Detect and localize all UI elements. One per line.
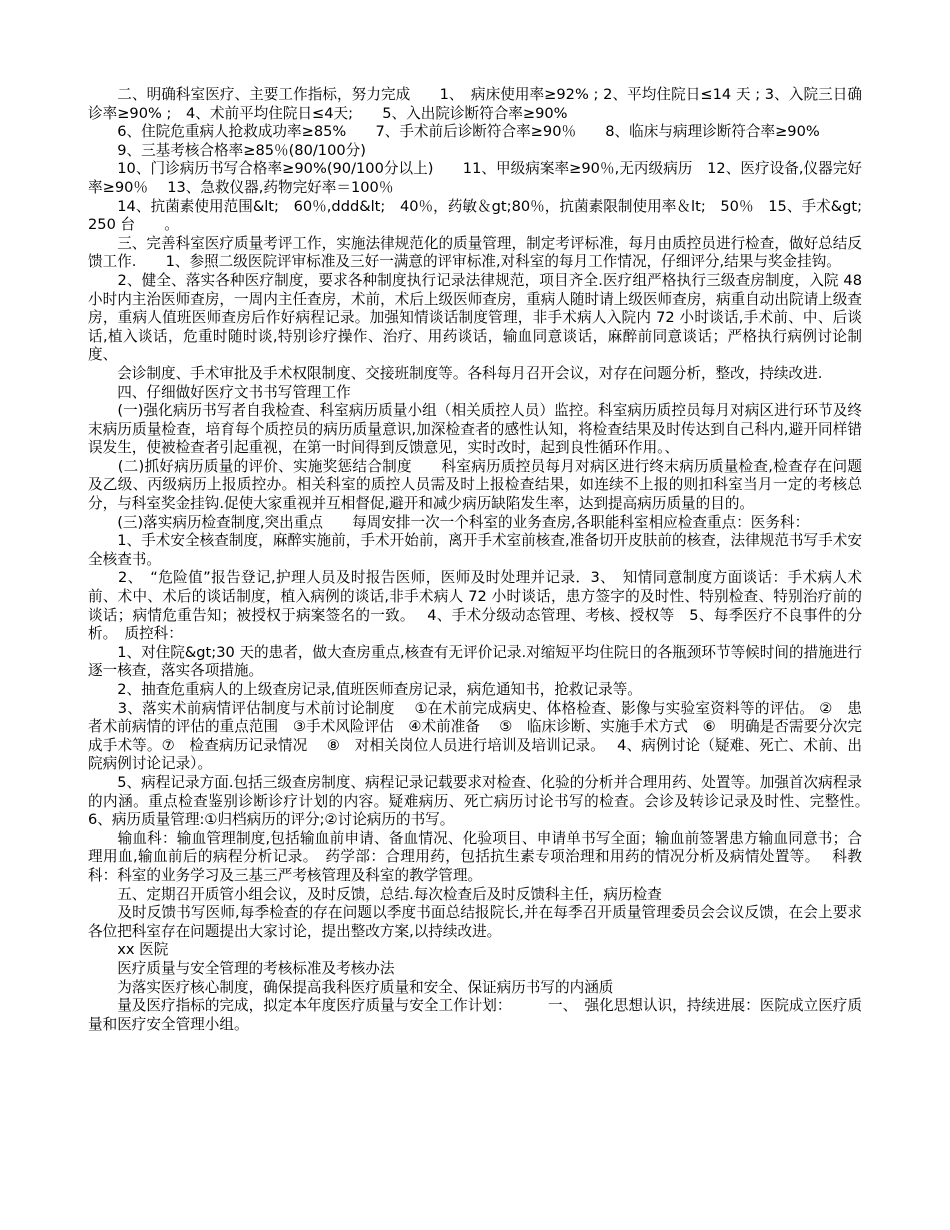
- paragraph: (三)落实病历检查制度,突出重点 每周安排一次一个科室的业务查房,各职能科室相应检查重点：医务科：: [88, 513, 810, 531]
- paragraph: 5、病程记录方面.包括三级查房制度、病程记录记载要求对检查、化验的分析并合理用药、处置等。加强首次病程录的内涵。重点检查鉴别诊断诊疗计划的内容。疑难病历、死亡病历讨论书写的检查。会诊及转诊记录及时性、完整性。 6、病历质量管理:①归档病历的评分;②讨论病历的书写。: [88, 773, 892, 829]
- paragraph: 五、定期召开质管小组会议，及时反馈，总结.每次检查后及时反馈科主任，病历检查: [88, 885, 662, 903]
- paragraph: (二)抓好病历质量的评价、实施奖惩结合制度 科室病历质控员每月对病区进行终末病历质量检查,检查存在问题及乙级、丙级病历上报质控办。相关科室的质控人员需及时上报检查结果，如连续不上报的则扣科室当月一定的考核总分，与科室奖金挂钩.促使大家重视并互相督促,避开和减少病历缺陷发生率，达到提高病历质量的目的。: [88, 457, 862, 513]
- paragraph: 为落实医疗核心制度，确保提高我科医疗质量和安全、保证病历书写的内涵质: [88, 978, 614, 996]
- section-heading: 四、仔细做好医疗文书书写管理工作: [88, 383, 351, 401]
- paragraph: 三、完善科室医疗质量考评工作，实施法律规范化的质量管理，制定考评标准，每月由质控员进行检查，做好总结反馈工作. 1、参照二级医院评审标准及三好一满意的评审标准,对科室的每月工作情况，仔细评分,结果与奖金挂钩。: [88, 234, 862, 271]
- paragraph: 6、住院危重病人抢救成功率≥85% 7、手术前后诊断符合率≥90％ 8、临床与病理诊断符合率≥90%: [88, 123, 820, 141]
- paragraph: 二、明确科室医疗、主要工作指标，努力完成 1、 病床使用率≥92% ; 2、平均住院日≤14 天 ; 3、入院三日确诊率≥90% ; 4、术前平均住院日≤4天; 5、入出院诊断符合率≥90%: [88, 86, 862, 122]
- paragraph: 9、三基考核合格率≥85％(80/100分): [88, 141, 366, 159]
- paragraph: 2、健全、落实各种医疗制度，要求各种制度执行记录法律规范，项目齐全.医疗组严格执行三级查房制度，入院 48 小时内主治医师查房，一周内主任查房，术前，术后上级医师查房，重病人随时请上级医师查房，病重自动出院请上级查房，重病人值班医师查房后作好病程记录。加强知情谈话制度管理，非手术病人入院内 72 小时谈话,手术前、中、后谈话,植入谈话，危重时随时谈,特别诊疗操作、治疗、用药谈话，输血同意谈话，麻醉前同意谈话；严格执行病例讨论制度、: [88, 271, 867, 364]
- paragraph: (一)强化病历书写者自我检查、科室病历质量小组（相关质控人员）监控。科室病历质控员每月对病区进行环节及终末病历质量检查，培育每个质控员的病历质量意识,加深检查者的感性认知，将检查结果及时传达到自己科内,避开同样错误发生，使被检查者引起重视，在第一时间得到反馈意见，实时改时，起到良性循环作用。、: [88, 402, 862, 457]
- paragraph: 量及医疗指标的完成，拟定本年度医疗质量与安全工作计划： 一、 强化思想认识，持续进展：医院成立医疗质量和医疗安全管理小组。: [88, 997, 862, 1033]
- paragraph: 2、抽查危重病人的上级查房记录,值班医师查房记录，病危通知书，抢救记录等。: [88, 681, 642, 698]
- paragraph: 3、落实术前病情评估制度与术前讨论制度 ①在术前完成病史、体格检查、影像与实验室资料等的评估。 ② 患者术前病情的评估的重点范围 ③手术风险评估 ④术前准备 ⑤ 临床诊断、实施手术方式 ⑥ 明确是否需要分次完成手术等。⑦ 检查病历记录情况 ⑧ 对相关岗位人员进行培训及培训记录。 4、病例讨论（疑难、死亡、术前、出院病例讨论记录）。: [88, 699, 862, 773]
- paragraph: 2、 “危险值”报告登记,护理人员及时报告医师，医师及时处理并记录．3、 知情同意制度方面谈话：手术病人术前、术中、术后的谈话制度，植入病例的谈话,非手术病人 72 小时谈话，患方签字的及时性、特别检查、特别治疗前的谈话；病情危重告知；被授权于病案签名的一致。 4、手术分级动态管理、考核、授权等 5、每季医疗不良事件的分析。 质控科：: [88, 569, 862, 643]
- paragraph: 1、手术安全核查制度，麻醉实施前，手术开始前，离开手术室前核查,准备切开皮肤前的核查，法律规范书写手术安全核查书。: [88, 532, 862, 568]
- document-title: 医疗质量与安全管理的考核标准及考核办法: [88, 959, 395, 977]
- paragraph: 1、对住院&gt;30 天的患者，做大查房重点,核查有无评价记录.对缩短平均住院日的各瓶颈环节等候时间的措施进行逐一核查，落实各项措施。: [88, 643, 862, 680]
- paragraph: 会诊制度、手术审批及手术权限制度、交接班制度等。各科每月召开会议，对存在问题分析，整改，持续改进.: [88, 364, 823, 382]
- hospital-name: xx 医院: [88, 941, 169, 959]
- paragraph: 14、抗菌素使用范围&lt; 60％,ddd&lt; 40％，药敏＆gt;80％，抗菌素限制使用率＆lt; 50％ 15、手术&gt; 250 台 。: [88, 197, 877, 234]
- paragraph: 及时反馈书写医师,每季检查的存在问题以季度书面总结报院长,并在每季召开质量管理委员会会议反馈，在会上要求各位把科室存在问题提出大家讨论，提出整改方案,以持续改进。: [88, 904, 862, 940]
- paragraph: 输血科：输血管理制度,包括输血前申请、备血情况、化验项目、申请单书写全面；输血前签署患方输血同意书；合理用血,输血前后的病程分析记录。 药学部：合理用药，包括抗生素专项治理和用药的情况分析及病情处置等。 科教科：科室的业务学习及三基三严考核管理及科室的教学管理。: [88, 829, 862, 884]
- paragraph: 10、门诊病历书写合格率≥90%(90/100分以上) 11、甲级病案率≥90％,无丙级病历 12、医疗设备,仪器完好率≥90％ 13、急救仪器,药物完好率＝100％: [88, 160, 862, 196]
